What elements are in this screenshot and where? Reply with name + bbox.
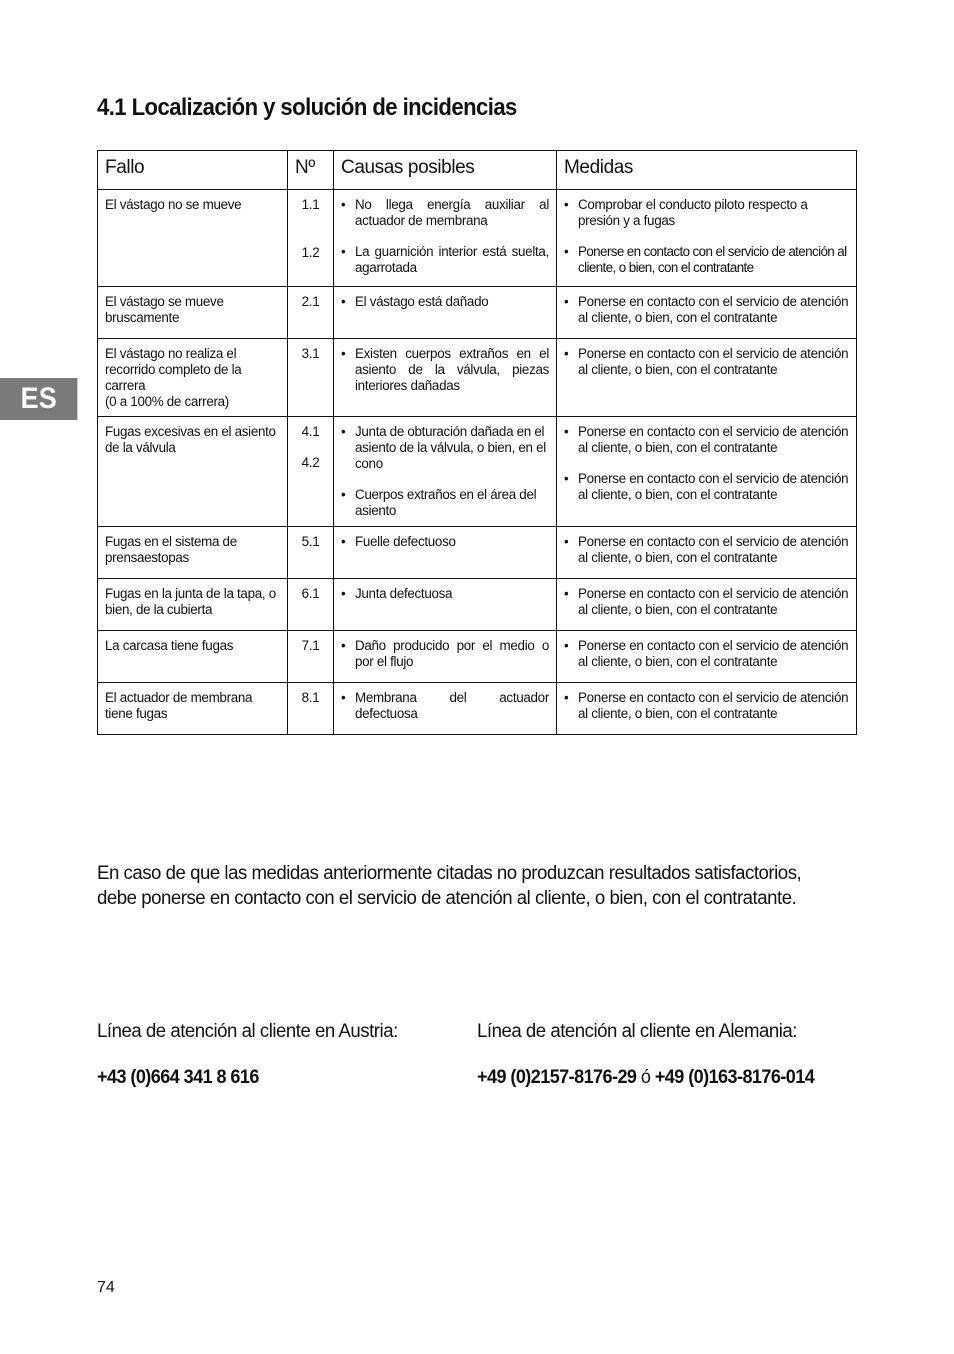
- cause-item: • Junta de obturación dañada en el asiento de la válvula, o bien, en el cono: [341, 424, 549, 472]
- row-number: 4.1: [301, 424, 320, 439]
- table-row: [98, 339, 857, 417]
- cause-cell: [334, 527, 557, 579]
- table-row: [98, 527, 857, 579]
- measure-cell: [557, 339, 857, 417]
- cause-cell: [334, 417, 557, 527]
- cause-item: • El vástago está dañado: [341, 294, 549, 310]
- table-row: [98, 417, 857, 527]
- number-cell: [288, 683, 334, 735]
- cause-item: • Junta defectuosa: [341, 586, 549, 602]
- measure-item: • Ponerse en contacto con el servicio de atención al cliente, o bien, con el contratante: [564, 534, 849, 566]
- row-number: 8.1: [301, 690, 320, 705]
- fault-cell: El vástago se mueve bruscamente: [98, 287, 288, 339]
- number-cell: [288, 631, 334, 683]
- hotline-separator: ó: [640, 1066, 651, 1088]
- cause-cell: [334, 683, 557, 735]
- table-row: [98, 190, 857, 287]
- measure-cell: [557, 417, 857, 527]
- language-tab: ES: [0, 378, 77, 420]
- section-title: 4.1 Localización y solución de incidencias: [97, 94, 517, 121]
- number-cell: [288, 287, 334, 339]
- cause-cell: [334, 190, 557, 287]
- fault-cell: El actuador de membrana tiene fugas: [98, 683, 288, 735]
- number-cell: [288, 579, 334, 631]
- number-cell: [288, 417, 334, 527]
- header-fault: Fallo: [98, 151, 288, 190]
- number-cell: [288, 339, 334, 417]
- cause-cell: [334, 631, 557, 683]
- measure-cell: [557, 190, 857, 287]
- fault-cell: Fugas en el sistema de prensaestopas: [98, 527, 288, 579]
- table-row: [98, 287, 857, 339]
- table-row: [98, 631, 857, 683]
- table-row: [98, 683, 857, 735]
- cause-item: • La guarnición interior está suelta, agarrotada: [341, 244, 549, 276]
- measure-cell: [557, 527, 857, 579]
- cause-cell: [334, 287, 557, 339]
- measure-cell: [557, 579, 857, 631]
- fault-cell: El vástago no se mueve: [98, 190, 288, 287]
- measure-item: • Ponerse en contacto con el servicio de atención al cliente, o bien, con el contratante: [564, 294, 849, 326]
- cause-item: • Fuelle defectuoso: [341, 534, 549, 550]
- row-number: 2.1: [301, 294, 320, 309]
- hotline-austria-label: Línea de atención al cliente en Austria:: [97, 1020, 398, 1042]
- measure-item: • Ponerse en contacto con el servicio de atención al cliente, o bien, con el contratante: [564, 586, 849, 618]
- page-number: 74: [97, 1279, 115, 1296]
- header-no: Nº: [288, 151, 334, 190]
- measure-cell: [557, 287, 857, 339]
- cause-cell: [334, 579, 557, 631]
- fault-cell: Fugas en la junta de la tapa, o bien, de la cubierta: [98, 579, 288, 631]
- hotline-germany-numbers: [477, 1066, 814, 1089]
- row-number: 3.1: [301, 346, 320, 361]
- measure-item: • Ponerse en contacto con el servicio de atención al cliente, o bien, con el contratante: [564, 424, 849, 456]
- cause-item: • No llega energía auxiliar al actuador de membrana: [341, 197, 549, 229]
- cause-item: • Cuerpos extraños en el área del asiento: [341, 487, 549, 519]
- cause-item: • Membrana del actuador defectuosa: [341, 690, 549, 722]
- measure-item: • Comprobar el conducto piloto respecto a presión y a fugas: [564, 197, 849, 229]
- measure-item: • Ponerse en contacto con el servicio de atención al cliente, o bien, con el contratante: [564, 690, 849, 722]
- measure-item: • Ponerse en contacto con el servicio de atención al cliente, o bien, con el contratante: [564, 471, 849, 503]
- measure-item: • Ponerse en contacto con el servicio de atención al cliente, o bien, con el contratante: [564, 638, 849, 670]
- header-causes: Causas posibles: [334, 151, 557, 190]
- fault-cell: Fugas excesivas en el asiento de la válvula: [98, 417, 288, 527]
- row-number: 5.1: [301, 534, 320, 549]
- table-header-row: [98, 151, 857, 190]
- hotline-germany-number-1: +49 (0)2157-8176-29: [477, 1066, 637, 1088]
- table-row: [98, 579, 857, 631]
- troubleshooting-table: [97, 150, 857, 735]
- hotline-germany-number-2: +49 (0)163-8176-014: [654, 1066, 815, 1088]
- row-number: 1.1: [301, 197, 320, 212]
- cause-cell: [334, 339, 557, 417]
- row-number: 4.2: [301, 455, 320, 470]
- hotline-austria-number: +43 (0)664 341 8 616: [97, 1066, 259, 1088]
- number-cell: [288, 190, 334, 287]
- row-number: 7.1: [301, 638, 320, 653]
- support-note: En caso de que las medidas anteriormente citadas no produzcan resultados satisfactorios, debe ponerse en contacto con el servicio de atención al cliente, o bien, con el contratante.: [97, 862, 802, 909]
- measure-item: • Ponerse en contacto con el servicio de atención al cliente, o bien, con el contratante: [564, 346, 849, 378]
- number-cell: [288, 527, 334, 579]
- cause-item: • Existen cuerpos extraños en el asiento de la válvula, piezas interiores dañadas: [341, 346, 549, 394]
- header-measures: Medidas: [557, 151, 857, 190]
- fault-cell: La carcasa tiene fugas: [98, 631, 288, 683]
- measure-item: • Ponerse en contacto con el servicio de atención al cliente, o bien, con el contratante: [564, 244, 849, 276]
- row-number: 1.2: [301, 245, 320, 260]
- cause-item: • Daño producido por el medio o por el flujo: [341, 638, 549, 670]
- measure-cell: [557, 631, 857, 683]
- measure-cell: [557, 683, 857, 735]
- hotline-germany-label: Línea de atención al cliente en Alemania:: [477, 1020, 797, 1042]
- row-number: 6.1: [301, 586, 320, 601]
- fault-cell: El vástago no realiza el recorrido completo de la carrera (0 a 100% de carrera): [98, 339, 288, 417]
